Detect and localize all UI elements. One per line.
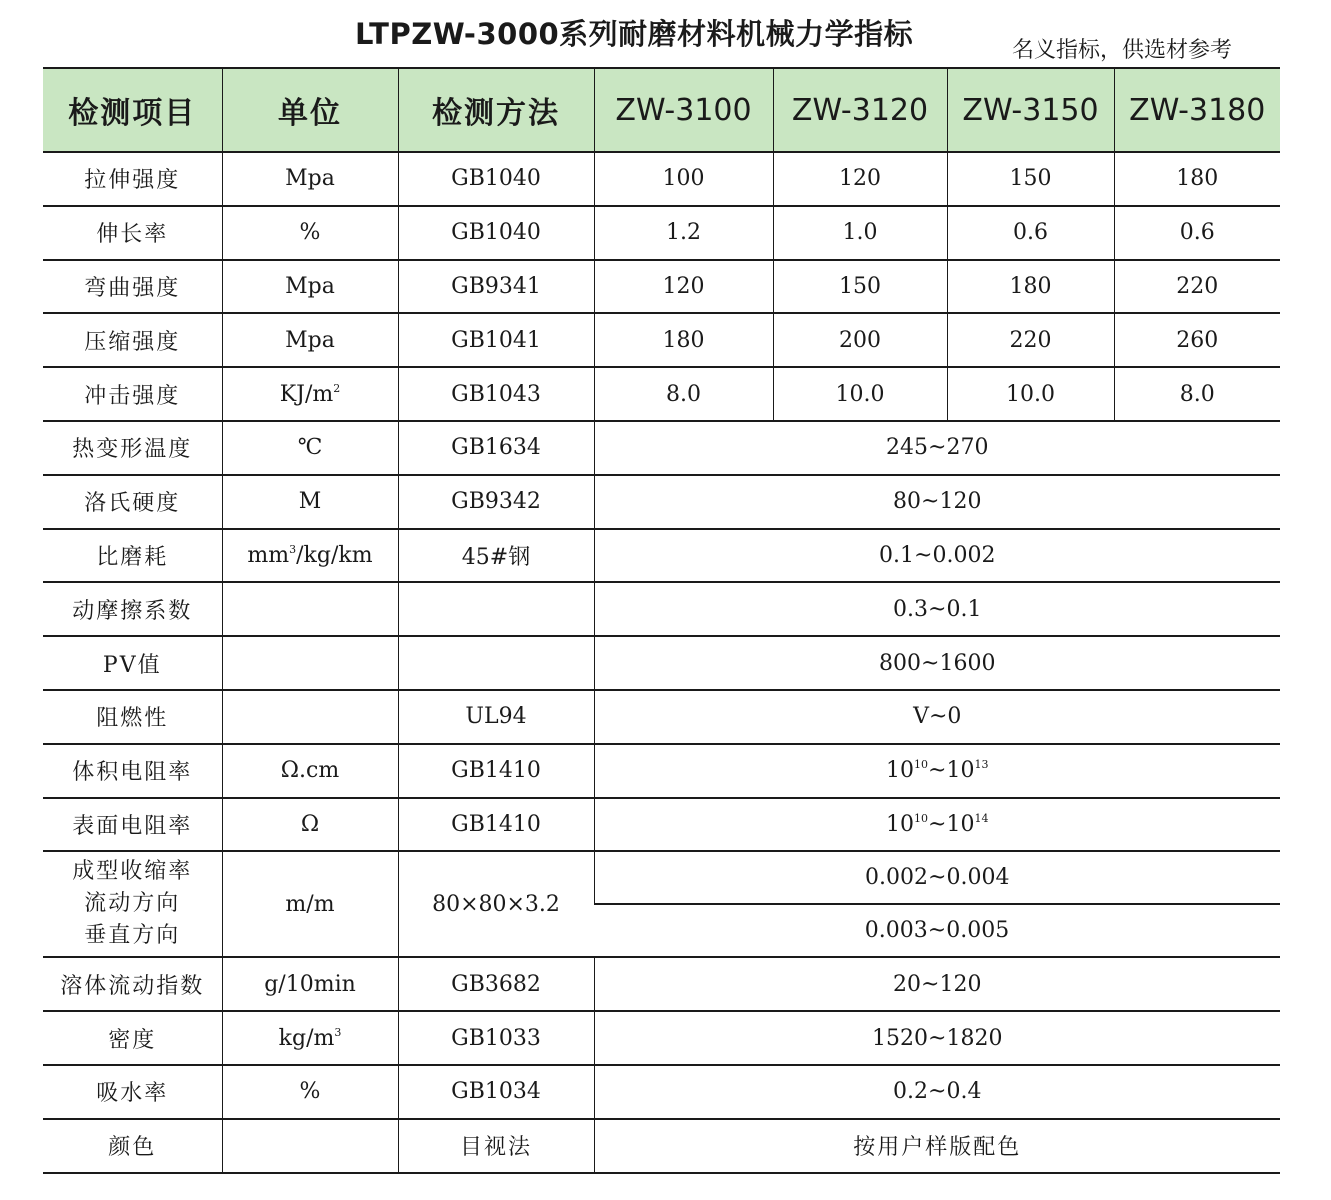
row-item-label: 拉伸强度	[43, 152, 222, 206]
table-row	[43, 957, 1280, 1011]
value-base: 10	[886, 758, 915, 784]
row-item-label: 洛氏硬度	[43, 475, 222, 529]
row-value: 10.0	[773, 367, 947, 421]
row-unit: %	[222, 1065, 398, 1119]
table-row	[43, 421, 1280, 475]
table-row	[43, 1119, 1280, 1173]
row-value-merged: 800~1600	[594, 636, 1280, 690]
header-grade-3120: ZW-3120	[773, 68, 947, 152]
value-exponent: 14	[974, 811, 989, 825]
row-method: 45#钢	[398, 529, 594, 583]
row-method: GB1040	[398, 206, 594, 260]
row-value: 100	[594, 152, 773, 206]
row-item-label: 体积电阻率	[43, 744, 222, 798]
row-value: 180	[594, 313, 773, 367]
value-separator: ~	[928, 758, 947, 784]
row-unit	[222, 636, 398, 690]
row-method: GB9342	[398, 475, 594, 529]
row-value: 10.0	[947, 367, 1114, 421]
row-unit	[222, 1119, 398, 1173]
item-line: 流动方向	[84, 891, 181, 917]
table-row	[43, 851, 1280, 904]
row-value-merged: 0.3~0.1	[594, 582, 1280, 636]
value-separator: ~	[928, 811, 947, 837]
row-value: 120	[773, 152, 947, 206]
row-unit	[222, 582, 398, 636]
row-unit: %	[222, 206, 398, 260]
row-method	[398, 582, 594, 636]
row-value-merged: 0.1~0.002	[594, 529, 1280, 583]
table-row	[43, 690, 1280, 744]
row-item-label: 颜色	[43, 1119, 222, 1173]
row-unit: Mpa	[222, 152, 398, 206]
row-method: GB3682	[398, 957, 594, 1011]
unit-text: mm	[247, 542, 290, 568]
row-method: UL94	[398, 690, 594, 744]
table-row	[43, 475, 1280, 529]
row-item-label: 溶体流动指数	[43, 957, 222, 1011]
table-row	[43, 582, 1280, 636]
row-unit: Ω	[222, 798, 398, 852]
row-value: 220	[947, 313, 1114, 367]
row-item-label: 阻燃性	[43, 690, 222, 744]
row-value: 0.6	[947, 206, 1114, 260]
value-exponent: 13	[974, 758, 989, 772]
table-row	[43, 313, 1280, 367]
row-value: 150	[773, 260, 947, 314]
row-value: 1.0	[773, 206, 947, 260]
unit-text: /kg/km	[296, 542, 373, 568]
table-row	[43, 798, 1280, 852]
row-unit	[222, 690, 398, 744]
row-value: 220	[1114, 260, 1280, 314]
header-method: 检测方法	[398, 68, 594, 152]
table-row	[43, 367, 1280, 421]
value-base: 10	[946, 758, 975, 784]
row-unit: Ω.cm	[222, 744, 398, 798]
row-value: 8.0	[1114, 367, 1280, 421]
row-value-merged: 0.2~0.4	[594, 1065, 1280, 1119]
row-method: GB1410	[398, 744, 594, 798]
row-value-merged: 1520~1820	[594, 1011, 1280, 1065]
page-title: LTPZW-3000系列耐磨材料机械力学指标	[355, 17, 914, 51]
unit-superscript: 3	[289, 542, 297, 556]
item-line: 垂直方向	[84, 923, 181, 949]
row-value: 260	[1114, 313, 1280, 367]
row-unit	[222, 367, 398, 421]
table-row	[43, 206, 1280, 260]
header-grade-3180: ZW-3180	[1114, 68, 1280, 152]
row-item-label-multiline	[43, 851, 222, 957]
row-method: GB1040	[398, 152, 594, 206]
row-value: 180	[947, 260, 1114, 314]
row-item-label: 冲击强度	[43, 367, 222, 421]
table-row	[43, 260, 1280, 314]
row-method: 80×80×3.2	[398, 851, 594, 957]
row-method: GB1034	[398, 1065, 594, 1119]
row-value-flow: 0.002~0.004	[594, 851, 1280, 904]
row-unit: Mpa	[222, 260, 398, 314]
row-item-label: PV值	[43, 636, 222, 690]
row-value-vertical: 0.003~0.005	[594, 904, 1280, 957]
table-row	[43, 152, 1280, 206]
header-item: 检测项目	[43, 68, 222, 152]
row-value: 150	[947, 152, 1114, 206]
page-subtitle: 名义指标，供选材参考	[1012, 38, 1233, 63]
spec-table	[43, 67, 1280, 1174]
row-unit: m/m	[222, 851, 398, 957]
row-item-label: 伸长率	[43, 206, 222, 260]
row-unit: Mpa	[222, 313, 398, 367]
unit-text: KJ/m	[279, 381, 334, 407]
row-method: 目视法	[398, 1119, 594, 1173]
unit-superscript: 3	[334, 1025, 342, 1039]
row-value-merged	[594, 798, 1280, 852]
row-value-merged: 80~120	[594, 475, 1280, 529]
row-method: GB1033	[398, 1011, 594, 1065]
row-method	[398, 636, 594, 690]
row-item-label: 表面电阻率	[43, 798, 222, 852]
header-grade-3150: ZW-3150	[947, 68, 1114, 152]
row-item-label: 吸水率	[43, 1065, 222, 1119]
row-method: GB1634	[398, 421, 594, 475]
row-item-label: 密度	[43, 1011, 222, 1065]
row-value-merged: 20~120	[594, 957, 1280, 1011]
row-unit: ℃	[222, 421, 398, 475]
row-value-merged: V~0	[594, 690, 1280, 744]
header-grade-3100: ZW-3100	[594, 68, 773, 152]
row-method: GB1043	[398, 367, 594, 421]
unit-text: kg/m	[278, 1025, 335, 1051]
row-value: 180	[1114, 152, 1280, 206]
row-method: GB1041	[398, 313, 594, 367]
row-unit: M	[222, 475, 398, 529]
row-item-label: 压缩强度	[43, 313, 222, 367]
value-exponent: 10	[914, 811, 929, 825]
table-row	[43, 744, 1280, 798]
row-item-label: 弯曲强度	[43, 260, 222, 314]
table-row	[43, 1065, 1280, 1119]
table-header-row	[43, 68, 1280, 152]
row-method: GB9341	[398, 260, 594, 314]
item-line: 成型收缩率	[72, 859, 193, 885]
row-value-merged	[594, 744, 1280, 798]
row-value: 0.6	[1114, 206, 1280, 260]
unit-superscript: 2	[333, 381, 341, 395]
value-base: 10	[946, 811, 975, 837]
row-unit: g/10min	[222, 957, 398, 1011]
row-item-label: 比磨耗	[43, 529, 222, 583]
row-value: 200	[773, 313, 947, 367]
row-unit	[222, 1011, 398, 1065]
table-row	[43, 1011, 1280, 1065]
row-value: 8.0	[594, 367, 773, 421]
row-value-merged: 按用户样版配色	[594, 1119, 1280, 1173]
row-method: GB1410	[398, 798, 594, 852]
value-exponent: 10	[914, 758, 929, 772]
row-item-label: 热变形温度	[43, 421, 222, 475]
table-row	[43, 529, 1280, 583]
value-base: 10	[886, 811, 915, 837]
row-value: 120	[594, 260, 773, 314]
row-unit	[222, 529, 398, 583]
table-row	[43, 636, 1280, 690]
row-value-merged: 245~270	[594, 421, 1280, 475]
row-item-label: 动摩擦系数	[43, 582, 222, 636]
row-value: 1.2	[594, 206, 773, 260]
header-unit: 单位	[222, 68, 398, 152]
